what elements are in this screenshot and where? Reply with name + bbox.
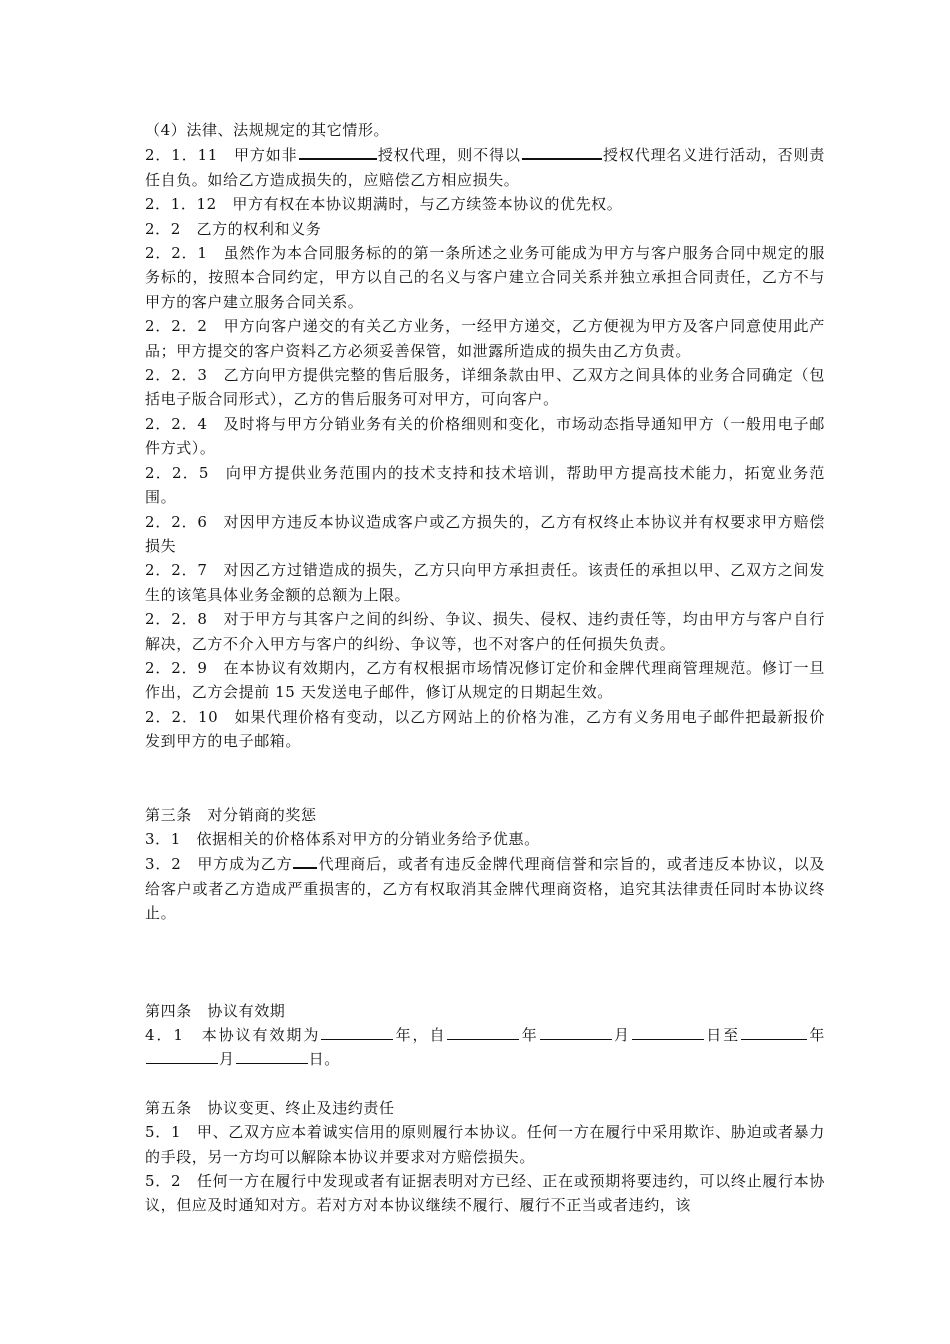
clause-text: 授权代理名义进行活动，否则责任自负。如给乙方造成损失的，应赔偿乙方相应损失。 bbox=[145, 146, 825, 189]
blank-line bbox=[293, 851, 317, 869]
blank-line bbox=[540, 1023, 612, 1040]
blank-line bbox=[522, 142, 602, 160]
clause-text: 5．1 甲、乙双方应本着诚实信用的原则履行本协议。任何一方在履行中采用欺诈、胁迫或者暴力的手段，另一方均可以解除本协议并要求对方赔偿损失。 bbox=[145, 1123, 825, 1166]
spacer bbox=[145, 754, 825, 803]
clause-2-2-6 bbox=[145, 510, 825, 559]
clause-text: 2．2．3 乙方向甲方提供完整的售后服务，详细条款由甲、乙双方之间具体的业务合同确定（包括电子版合同形式），乙方的售后服务可对甲方，可向客户。 bbox=[145, 366, 825, 409]
clause-text: 3．2 甲方成为乙方 bbox=[145, 855, 293, 874]
clause-text: 4．1 本协议有效期为 bbox=[145, 1026, 321, 1044]
clause-2-2-8 bbox=[145, 607, 825, 656]
clause-2-1-12 bbox=[145, 192, 825, 216]
clause-2-2-5 bbox=[145, 461, 825, 510]
clause-text: 第三条 对分销商的奖惩 bbox=[145, 805, 317, 824]
clause-2-1-11 bbox=[145, 142, 825, 192]
clause-text: 授权代理，则不得以 bbox=[377, 146, 521, 165]
clause-5-2 bbox=[145, 1169, 825, 1218]
blank-line bbox=[741, 1023, 807, 1040]
clause-text: 2．2．4 及时将与甲方分销业务有关的价格细则和变化，市场动态指导通知甲方（一般用电子邮件方式）。 bbox=[145, 414, 825, 458]
clause-text: 月 bbox=[612, 1026, 631, 1044]
clause-text: 年 bbox=[520, 1026, 539, 1044]
clause-2-2-3 bbox=[145, 363, 825, 412]
spacer bbox=[145, 1072, 825, 1096]
clause-text: 2．2．9 在本协议有效期内，乙方有权根据市场情况修订定价和金牌代理商管理规范。修订一旦作出，乙方会提前 15 天发送电子邮件，修订从规定的日期起生效。 bbox=[145, 658, 825, 702]
clause-text: 第四条 协议有效期 bbox=[145, 1001, 286, 1020]
article-3-heading bbox=[145, 803, 825, 827]
blank-line bbox=[236, 1047, 308, 1064]
section-2-2-heading bbox=[145, 217, 825, 241]
clause-text: 3．1 依据相关的价格体系对甲方的分销业务给予优惠。 bbox=[145, 829, 540, 848]
blank-line bbox=[447, 1023, 519, 1040]
blank-line bbox=[146, 1047, 218, 1064]
clause-text: 2．2 乙方的权利和义务 bbox=[145, 219, 322, 238]
clause-2-2-7 bbox=[145, 558, 825, 607]
clause-text: 2．2．8 对于甲方与其客户之间的纠纷、争议、损失、侵权、违约责任等，均由甲方与客户自行解决，乙方不介入甲方与客户的纠纷、争议等，也不对客户的任何损失负责。 bbox=[145, 610, 825, 653]
article-4-heading bbox=[145, 999, 825, 1023]
clause-3-1 bbox=[145, 827, 825, 851]
clause-text: 日至 bbox=[704, 1026, 741, 1044]
clause-text: 2．2．10 如果代理价格有变动，以乙方网站上的价格为准，乙方有义务用电子邮件把最新报价发到甲方的电子邮箱。 bbox=[145, 707, 825, 751]
clause-text: 2．2．6 对因甲方违反本协议造成客户或乙方损失的，乙方有权终止本协议并有权要求甲方赔偿损失 bbox=[145, 512, 825, 555]
clause-text: 2．2．5 向甲方提供业务范围内的技术支持和技术培训，帮助甲方提高技术能力，拓宽业务范围。 bbox=[145, 463, 825, 507]
clause-text: 日。 bbox=[308, 1050, 340, 1069]
clause-text: （4）法律、法规规定的其它情形。 bbox=[145, 121, 390, 139]
clause-4-other-cases bbox=[145, 118, 825, 142]
article-5-heading bbox=[145, 1096, 825, 1120]
clause-text: 年，自 bbox=[394, 1026, 447, 1044]
clause-text: 月 bbox=[219, 1050, 235, 1069]
clause-text: 2．2．1 虽然作为本合同服务标的的第一条所述之业务可能成为甲方与客户服务合同中规定的服务标的，按照本合同约定，甲方以自己的名义与客户建立合同关系并独立承担合同责任，乙方不与甲方的客户建立服务合同关系。 bbox=[145, 244, 825, 311]
clause-2-2-4 bbox=[145, 412, 825, 461]
clause-4-1 bbox=[145, 1023, 825, 1072]
clause-text: 2．2．7 对因乙方过错造成的损失，乙方只向甲方承担责任。该责任的承担以甲、乙双方之间发生的该笔具体业务金额的总额为上限。 bbox=[145, 561, 825, 604]
clause-2-2-1 bbox=[145, 241, 825, 314]
spacer bbox=[145, 926, 825, 999]
document-page bbox=[145, 118, 825, 1218]
clause-text: 5．2 任何一方在履行中发现或者有证据表明对方已经、正在或预期将要违约，可以终止履行本协议，但应及时通知对方。若对方对本协议继续不履行、履行不正当或者违约，该 bbox=[145, 1172, 825, 1215]
blank-line bbox=[299, 142, 377, 160]
clause-2-2-2 bbox=[145, 314, 825, 363]
blank-line bbox=[321, 1023, 393, 1040]
clause-text: 代理商后，或者有违反金牌代理商信誉和宗旨的，或者违反本协议，以及给客户或者乙方造成严重损害的，乙方有权取消其金牌代理商资格，追究其法律责任同时本协议终止。 bbox=[145, 855, 826, 923]
clause-text: 第五条 协议变更、终止及违约责任 bbox=[145, 1098, 395, 1117]
clause-2-2-10 bbox=[145, 705, 825, 754]
blank-line bbox=[632, 1023, 704, 1040]
clause-text: 2．2．2 甲方向客户递交的有关乙方业务，一经甲方递交，乙方便视为甲方及客户同意使用此产品；甲方提交的客户资料乙方必须妥善保管，如泄露所造成的损失由乙方负责。 bbox=[145, 317, 825, 360]
clause-text: 2．1．11 甲方如非 bbox=[145, 146, 298, 165]
clause-2-2-9 bbox=[145, 656, 825, 705]
clause-5-1 bbox=[145, 1120, 825, 1169]
clause-text: 年 bbox=[808, 1026, 825, 1044]
clause-3-2 bbox=[145, 851, 825, 925]
clause-text: 2．1．12 甲方有权在本协议期满时，与乙方续签本协议的优先权。 bbox=[145, 195, 623, 214]
